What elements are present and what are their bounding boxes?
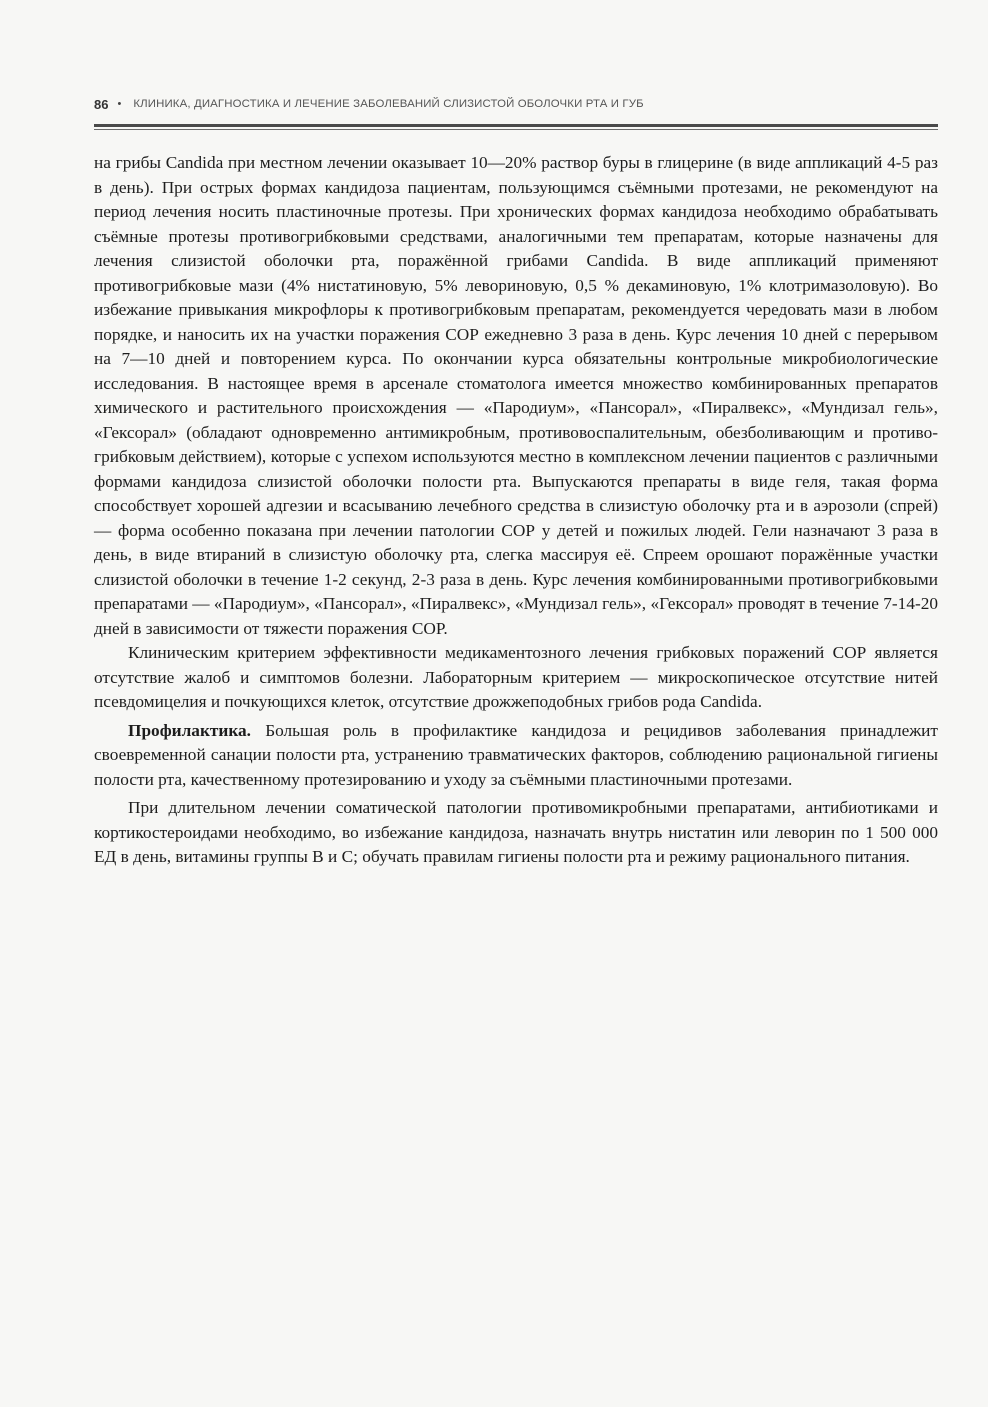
paragraph-long-treatment: При длительном лечении соматической патологии противомикробными препаратами, антибиотиками и кортикостероидами необходимо, во избежание кандидоза, назначать внутрь нистатин или леворин по 1 500 000 ЕД в день, витамины группы В и С; обучать правилам гигиены полости рта и режиму рационального питания. bbox=[94, 798, 938, 866]
paragraph-continued: на грибы Candida при местном лечении оказывает 10—20% раствор буры в глицерине (в виде аппликаций 4-5 раз в день). При острых формах кандидоза пациентам, пользующимся съёмными протезами, не рекомендуют на период лечения носить пластиночные протезы. При хронических формах кандидоза необходимо обрабатывать съёмные протезы противогрибковыми средствами, аналогичными тем препаратам, которые назначены для лечения слизистой оболочки рта, поражённой грибами Candida. В виде аппликаций применяют противогрибковые мази (4% нистатиновую, 5% леворинoвую, 0,5 % декаминовую, 1% клотримазоловую). Во избежание привыкания микрофлоры к противогрибковым препаратам, рекомендуется чередовать мази в любом порядке, и наносить их на участки поражения СОР ежедневно 3 раза в день. Курс лечения 10 дней с перерывом на 7—10 дней и повторением курса. По окончании курса обязательны контрольные микробиологические исследования. В настоящее время в арсенале стоматолога имеется множество комбинированных препаратов химического и растительного происхождения — «Пародиум», «Пансорал», «Пиралвекс», «Мундизал гель», «Гексорал» (обладают одновременно антимикробным, противовоспалительным, обезболивающим и противогрибковым действием), которые с успехом используются местно в комплексном лечении пациентов с различными формами кандидоза слизистой оболочки полости рта. Выпускаются препараты в виде геля, такая форма способствует хорошей адгезии и всасыванию лечебного средства в слизистую оболочку рта и в аэрозоли (спрей) — форма особенно показана при лечении патологии СОР у детей и пожилых людей. Гели назначают 3 раза в день, в виде втираний в слизистую оболочку рта, слегка массируя её. Спреем орошают поражённые участки слизистой оболочки в течение 1-2 секунд, 2-3 раза в день. Курс лечения комбинированными противогрибковыми препаратами — «Пародиум», «Пансорал», «Пиралвекс», «Мундизал гель», «Гексорал» проводят в течение 7-14-20 дней в зависимости от тяжести поражения СОР. bbox=[94, 153, 938, 638]
running-header bbox=[94, 94, 938, 114]
prevention-text: Большая роль в профилактике кандидоза и рецидивов заболевания принадлежит своевременной санации полости рта, устранению травматических факторов, соблюдению рациональной гигиены полости рта, качественному протезированию и уходу за съёмными пластиночными протезами. bbox=[94, 720, 938, 789]
page-number: 86 bbox=[94, 96, 109, 112]
header-rule-thin bbox=[94, 129, 938, 130]
paragraph-criteria: Клиническим критерием эффективности медикаментозного лечения грибковых поражений СОР является отсутствие жалоб и симптомов болезни. Лабораторным критерием — микроскопическое отсутствие нитей псевдомицелия и почкующихся клеток, отсутствие дрожжеподобных грибов рода Candida. bbox=[94, 643, 938, 711]
body-text bbox=[94, 151, 938, 870]
paragraph-prevention bbox=[94, 719, 938, 793]
header-rule-thick bbox=[94, 124, 938, 127]
chapter-title: КЛИНИКА, ДИАГНОСТИКА И ЛЕЧЕНИЕ ЗАБОЛЕВАНИЙ СЛИЗИСТОЙ ОБОЛОЧКИ РТА И ГУБ bbox=[133, 98, 644, 110]
header-bullet: • bbox=[117, 98, 122, 110]
prevention-heading: Профилактика. bbox=[128, 720, 252, 740]
